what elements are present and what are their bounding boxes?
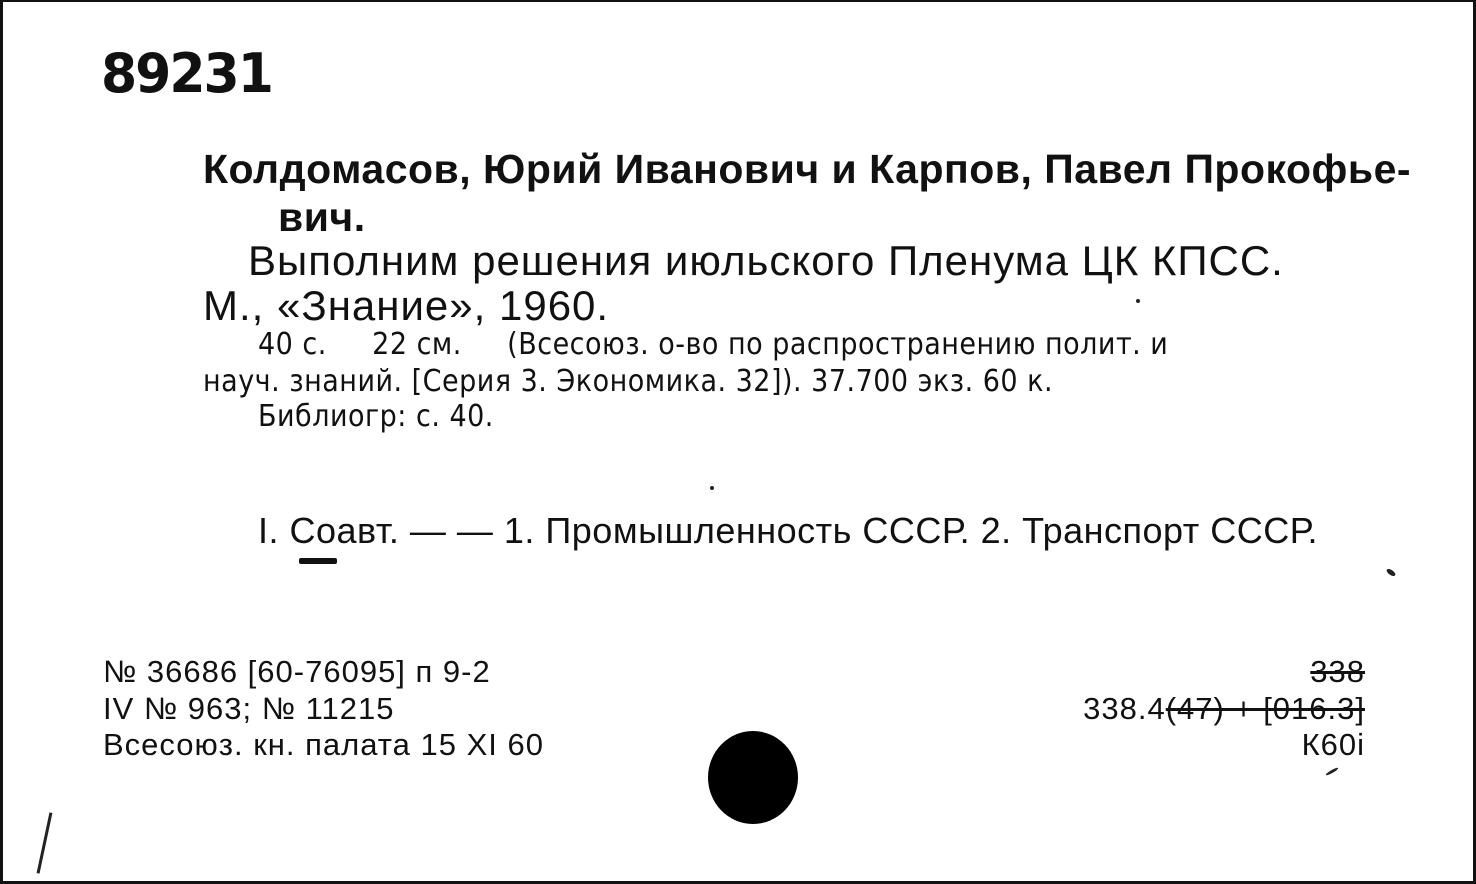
title-line-2: М., «Знание», 1960. — [203, 282, 610, 329]
handwritten-accession-number: 89231 — [101, 42, 272, 106]
classification-top — [1310, 654, 1365, 690]
footer-line-3: Всесоюз. кн. палата 15 XI 60 — [103, 727, 544, 762]
classification-main — [1083, 691, 1365, 727]
description-line-2: науч. знаний. [Серия 3. Экономика. 32]). 37.700 экз. 60 к. — [203, 364, 1054, 399]
description-line-3: Библиогр: с. 40. — [258, 399, 494, 434]
stray-mark — [710, 486, 714, 490]
classification-main-struck: (47) + [016.3] — [1165, 691, 1365, 726]
stray-mark — [1385, 568, 1396, 578]
author-line-2: вич. — [278, 194, 366, 240]
author-line-1: Колдомасов, Юрий Иванович и Карпов, Павел Прокофье- — [203, 146, 1412, 192]
description-line-1: 40 с. 22 см. (Всесоюз. о-во по распространению полит. и — [258, 327, 1169, 362]
handwritten-underline — [299, 558, 337, 564]
classification-top-text: 338 — [1310, 654, 1365, 689]
title-line-1: Выполним решения июльского Пленума ЦК КПСС. — [248, 237, 1284, 284]
stray-mark — [1136, 299, 1140, 303]
punch-hole — [708, 731, 798, 824]
classification-main-prefix: 338.4 — [1083, 691, 1166, 726]
pencil-slash-mark — [37, 812, 53, 873]
footer-line-1: № 36686 [60-76095] п 9-2 — [103, 654, 491, 689]
cutter-number: К60і — [1301, 727, 1365, 762]
subject-headings: I. Соавт. — — 1. Промышленность СССР. 2. Транспорт СССР. — [258, 510, 1318, 551]
footer-line-2: IV № 963; № 11215 — [103, 691, 395, 726]
stray-mark — [1325, 767, 1339, 777]
